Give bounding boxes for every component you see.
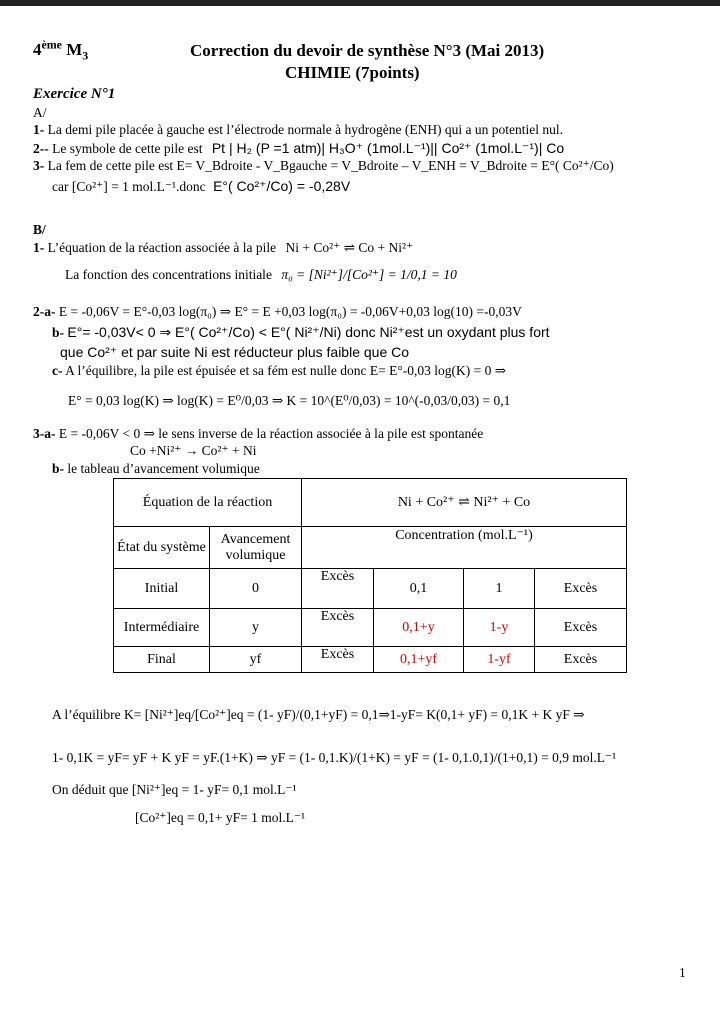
part-b-line-2a: 2-a- E = -0,06V = E°-0,03 log(π₀) ⇒ E° = E +0,03 log(π₀) = -0,06V+0,03 log(10) =-0,03V: [33, 304, 522, 319]
table-header-equation: Équation de la réaction: [114, 479, 302, 527]
part-a-line-1: 1- La demi pile placée à gauche est l’électrode normale à hydrogène (ENH) qui a un potentiel nul.: [33, 122, 564, 137]
page-subtitle: CHIMIE (7points): [285, 63, 420, 82]
part-b-line-3b: b- le tableau d’avancement volumique: [52, 461, 260, 476]
reverse-reaction: Co +Ni²⁺ → Co²⁺ + Ni: [130, 443, 257, 458]
table-header-state: État du système: [114, 527, 210, 569]
table-header-concentration: Concentration (mol.L⁻¹): [302, 527, 627, 569]
equilibrium-line-1: A l’équilibre K= [Ni²⁺]eq/[Co²⁺]eq = (1- yF)/(0,1+yF) = 0,1⇒1-yF= K(0,1+ yF) = 0,1K + K yF ⇒: [52, 707, 585, 722]
part-a-line-4: car [Co²⁺] = 1 mol.L⁻¹.donc E°( Co²⁺/Co) = -0,28V: [52, 178, 351, 194]
part-a-line-2: 2-- Le symbole de cette pile est Pt | H₂ (P =1 atm)| H₃O⁺ (1mol.L⁻¹)|| Co²⁺ (1mol.L⁻¹)| Co: [33, 140, 565, 156]
page-title: Correction du devoir de synthèse N°3 (Mai 2013): [190, 41, 545, 60]
page-number: 1: [679, 965, 686, 980]
top-border: [0, 0, 720, 6]
table-header-reaction: Ni + Co²⁺ ⇌ Ni²⁺ + Co: [302, 479, 627, 527]
part-a-label: A/: [33, 105, 47, 120]
part-b-line-2b: b- E°= -0,03V< 0 ⇒ E°( Co²⁺/Co) < E°( Ni²⁺/Ni) donc Ni²⁺est un oxydant plus fort: [52, 324, 550, 340]
part-b-line-2b-cont: que Co²⁺ et par suite Ni est réducteur plus faible que Co: [60, 344, 410, 360]
part-b-line-3a: 3-a- E = -0,06V < 0 ⇒ le sens inverse de la réaction associée à la pile est spontanée: [33, 426, 484, 441]
part-a-line-3: 3- La fem de cette pile est E= V_Bdroite - V_Bgauche = V_Bdroite – V_ENH = V_Bdroite = E°( Co²⁺/Co): [33, 158, 614, 173]
part-b-line-1: 1- L’équation de la réaction associée à la pile Ni + Co²⁺ ⇌ Co + Ni²⁺: [33, 240, 414, 255]
part-b-pi-line: La fonction des concentrations initiale π₀ = [Ni²⁺]/[Co²⁺] = 1/0,1 = 10: [65, 267, 457, 282]
table-row: Final yf Excès 0,1+yf 1-yf Excès: [114, 647, 627, 673]
table-header-advance: Avancement volumique: [210, 527, 302, 569]
part-b-label: B/: [33, 222, 46, 237]
cell-symbol: Pt | H₂ (P =1 atm)| H₃O⁺ (1mol.L⁻¹)|| Co²⁺ (1mol.L⁻¹)| Co: [211, 140, 565, 156]
pi-expression: π₀ = [Ni²⁺]/[Co²⁺] = 1/0,1 = 10: [281, 267, 457, 282]
equilibrium-line-3: On déduit que [Ni²⁺]eq = 1- yF= 0,1 mol.L⁻¹: [52, 782, 297, 797]
equilibrium-line-2: 1- 0,1K = yF= yF + K yF = yF.(1+K) ⇒ yF = (1- 0,1.K)/(1+K) = yF = (1- 0,1.0,1)/(1+0,1) = 0,9 mol.L⁻¹: [52, 750, 617, 765]
advancement-table: [113, 478, 627, 673]
part-b-k-expression: E° = 0,03 log(K) ⇒ log(K) = E⁰/0,03 ⇒ K = 10^(E⁰/0,03) = 10^(-0,03/0,03) = 0,1: [68, 393, 511, 408]
part-b-line-2c: c- A l’équilibre, la pile est épuisée et sa fém est nulle donc E= E°-0,03 log(K) = 0 ⇒: [52, 363, 507, 378]
exercise-heading: Exercice N°1: [33, 86, 116, 102]
class-label: 4ème $M_3$: [33, 37, 89, 63]
reaction-equation: Ni + Co²⁺ ⇌ Co + Ni²⁺: [285, 240, 414, 255]
equilibrium-line-4: [Co²⁺]eq = 0,1+ yF= 1 mol.L⁻¹: [135, 810, 306, 825]
table-row: Initial 0 Excès 0,1 1 Excès: [114, 569, 627, 609]
table-row: Intermédiaire y Excès 0,1+y 1-y Excès: [114, 609, 627, 647]
